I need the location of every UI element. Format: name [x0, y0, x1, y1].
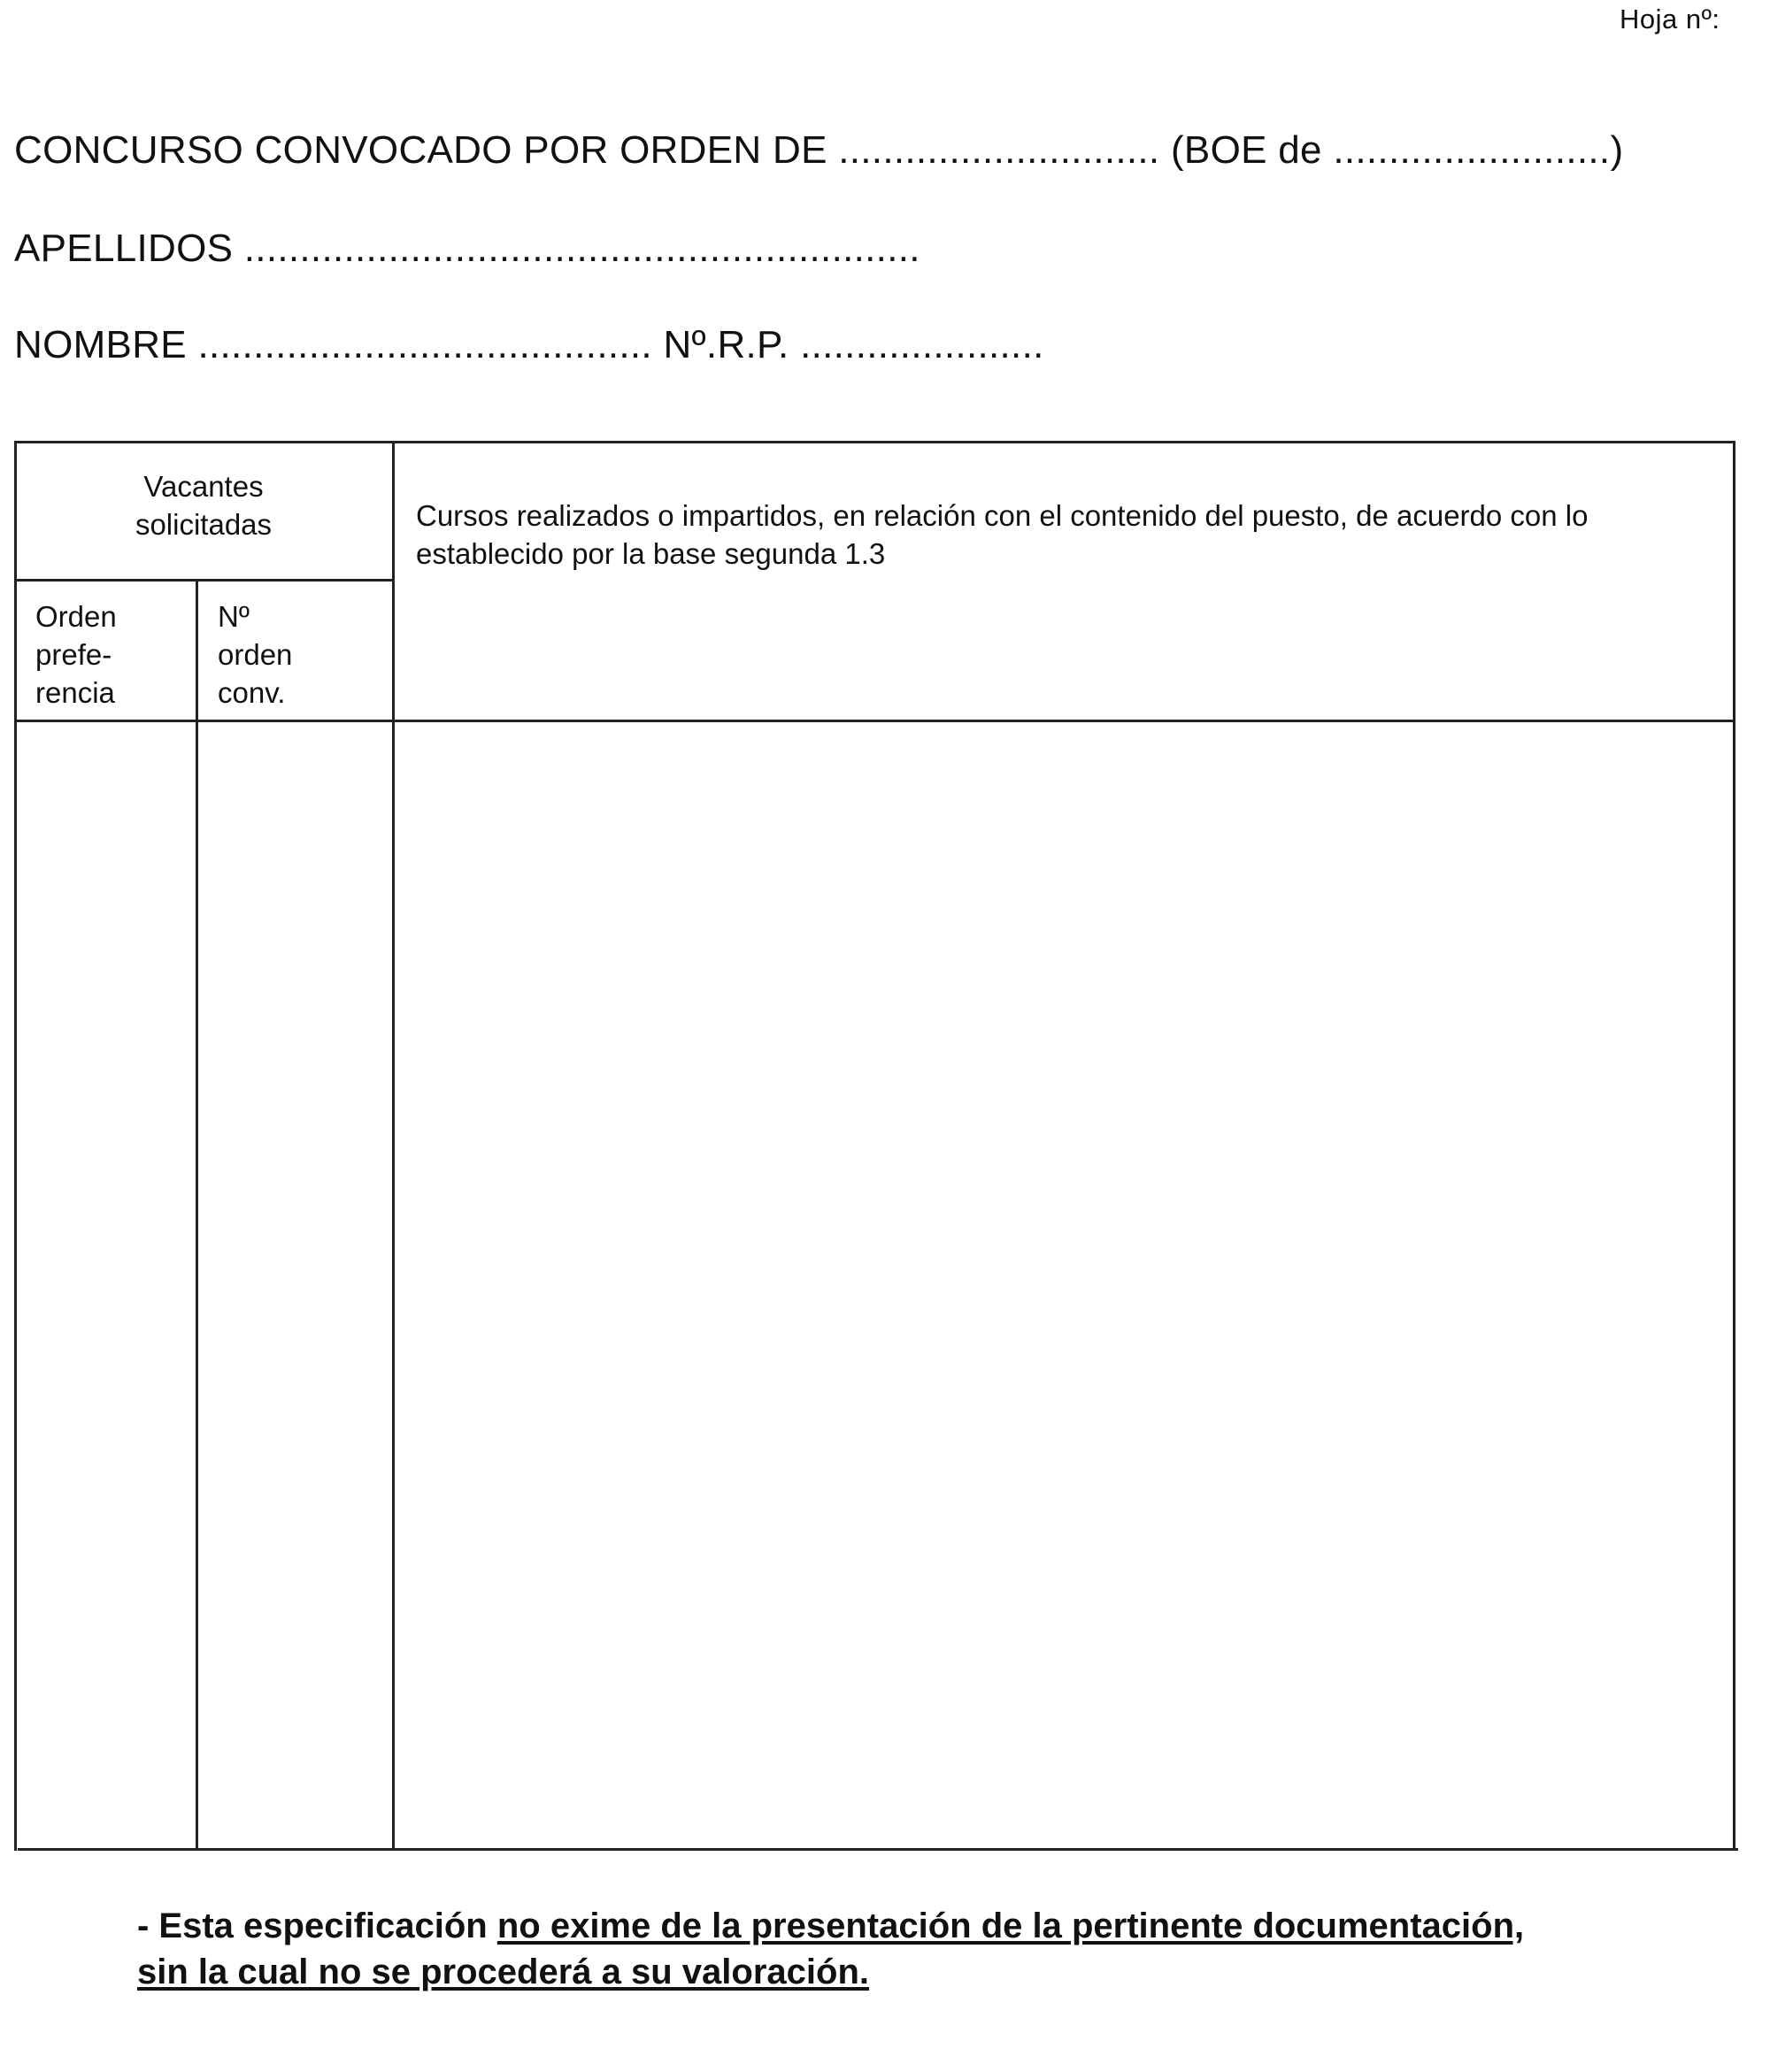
sheet-number-label: Hoja nº: [1620, 4, 1720, 35]
table-right-border [1733, 441, 1735, 1851]
numero-orden-entry-area[interactable] [198, 722, 392, 1848]
nombre-field-line: NOMBRE ......................................... Nº.R.P. ...................... [14, 323, 1044, 366]
cursos-entry-area[interactable] [395, 722, 1733, 1848]
note-prefix: - Esta especificación [137, 1906, 497, 1945]
note-underlined-part-2: sin la cual no se procederá a su valoración. [137, 1953, 869, 1991]
orden-preferencia-header: Orden prefe- rencia [35, 600, 117, 709]
note-underlined-part-1: no exime de la presentación de la pertinente documentación, [496, 1906, 1525, 1945]
vacantes-solicitadas-header: Vacantes solicitadas [135, 470, 273, 541]
apellidos-field-line: APELLIDOS ............................................................. [14, 227, 920, 270]
table-bottom-border [18, 1848, 1738, 1851]
cursos-header: Cursos realizados o impartidos, en relación con el contenido del puesto, de acuerdo con lo establecido por la base segunda 1.3 [416, 499, 1589, 570]
orden-preferencia-entry-area[interactable] [17, 722, 196, 1848]
numero-orden-header: Nº orden conv. [218, 600, 293, 709]
concurso-field-line: CONCURSO CONVOCADO POR ORDEN DE ............................. (BOE de .........................) [14, 128, 1624, 172]
table-top-border [14, 441, 1735, 443]
vacantes-header-divider [14, 579, 394, 582]
documentation-note [137, 1903, 1739, 1995]
